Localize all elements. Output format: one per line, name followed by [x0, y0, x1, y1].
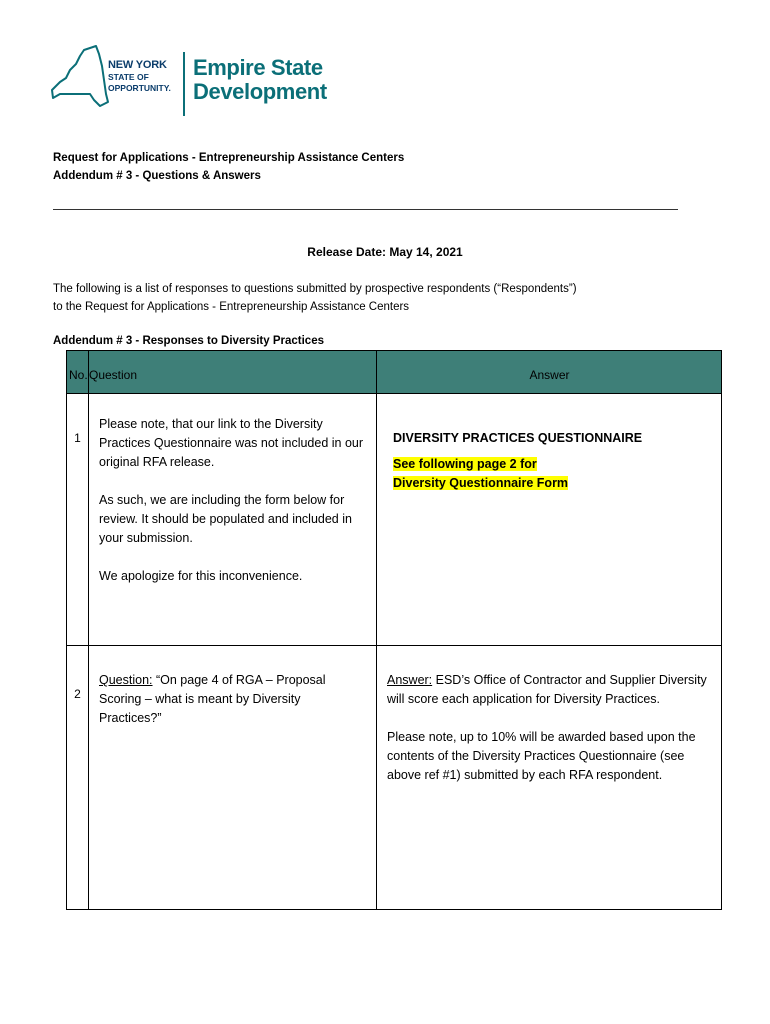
table-header — [67, 351, 721, 394]
row-1-answer-note — [393, 455, 713, 493]
row-2-question-label: Question: — [99, 673, 153, 687]
release-date: Release Date: May 14, 2021 — [307, 245, 463, 259]
row-2-answer-text2: Please note, up to 10% will be awarded based upon the contents of the Diversity Practices Questionnaire (see above ref #1) submitted by each RFA respondent. — [387, 730, 696, 782]
header-no: No. — [69, 368, 88, 382]
addendum-heading: Addendum # 3 - Responses to Diversity Practices — [53, 335, 324, 347]
column-divider-1 — [88, 351, 89, 909]
intro-line1: The following is a list of responses to questions submitted by prospective respondents (“Respondents”) — [53, 283, 577, 295]
nys-esd-logo — [50, 44, 340, 124]
row-1-question — [99, 415, 374, 586]
document-subtitle: Addendum # 3 - Questions & Answers — [53, 170, 261, 182]
intro-line2: to the Request for Applications - Entrepreneurship Assistance Centers — [53, 301, 410, 313]
intro-paragraph — [53, 280, 577, 316]
logo-divider — [183, 52, 185, 116]
row-1-question-p3: We apologize for this inconvenience. — [99, 569, 303, 583]
row-2-question — [99, 671, 359, 728]
row-2-answer — [387, 671, 721, 785]
row-2-answer-text: ESD’s Office of Contractor and Supplier Diversity will score each application for Diversity Practices. — [387, 673, 707, 706]
row-divider — [67, 645, 721, 646]
nys-line2: STATE OF — [108, 72, 149, 82]
row-2-answer-label: Answer: — [387, 673, 433, 687]
row-1-question-p2: As such, we are including the form below for review. It should be populated and included in your submission. — [99, 493, 352, 545]
header-rule — [53, 209, 678, 210]
esd-line2: Development — [193, 79, 327, 105]
nys-line3: OPPORTUNITY. — [108, 82, 171, 93]
row-1-answer-title: DIVERSITY PRACTICES QUESTIONNAIRE — [393, 431, 643, 445]
qa-table — [66, 350, 722, 910]
new-york-state-outline-icon — [50, 44, 110, 116]
row-1-answer — [393, 429, 713, 493]
header-answer: Answer — [529, 368, 570, 382]
nys-wordmark — [108, 60, 171, 92]
header-question: Question — [89, 368, 138, 382]
row-2-question-text: “On page 4 of RGA – Proposal Scoring – what is meant by Diversity Practices?” — [99, 673, 326, 725]
row-1-number: 1 — [74, 431, 81, 445]
row-1-answer-note-line2: Diversity Questionnaire Form — [393, 476, 569, 490]
column-divider-2 — [376, 351, 377, 909]
row-1-answer-note-line1: See following page 2 for — [393, 457, 537, 471]
row-1-question-p1: Please note, that our link to the Diversity Practices Questionnaire was not included in our original RFA release. — [99, 417, 364, 469]
row-2-number: 2 — [74, 687, 81, 701]
esd-line1: Empire State — [193, 55, 323, 80]
esd-wordmark — [193, 56, 327, 104]
nys-line1: NEW YORK — [108, 59, 167, 71]
document-title: Request for Applications - Entrepreneurship Assistance Centers — [53, 152, 405, 164]
